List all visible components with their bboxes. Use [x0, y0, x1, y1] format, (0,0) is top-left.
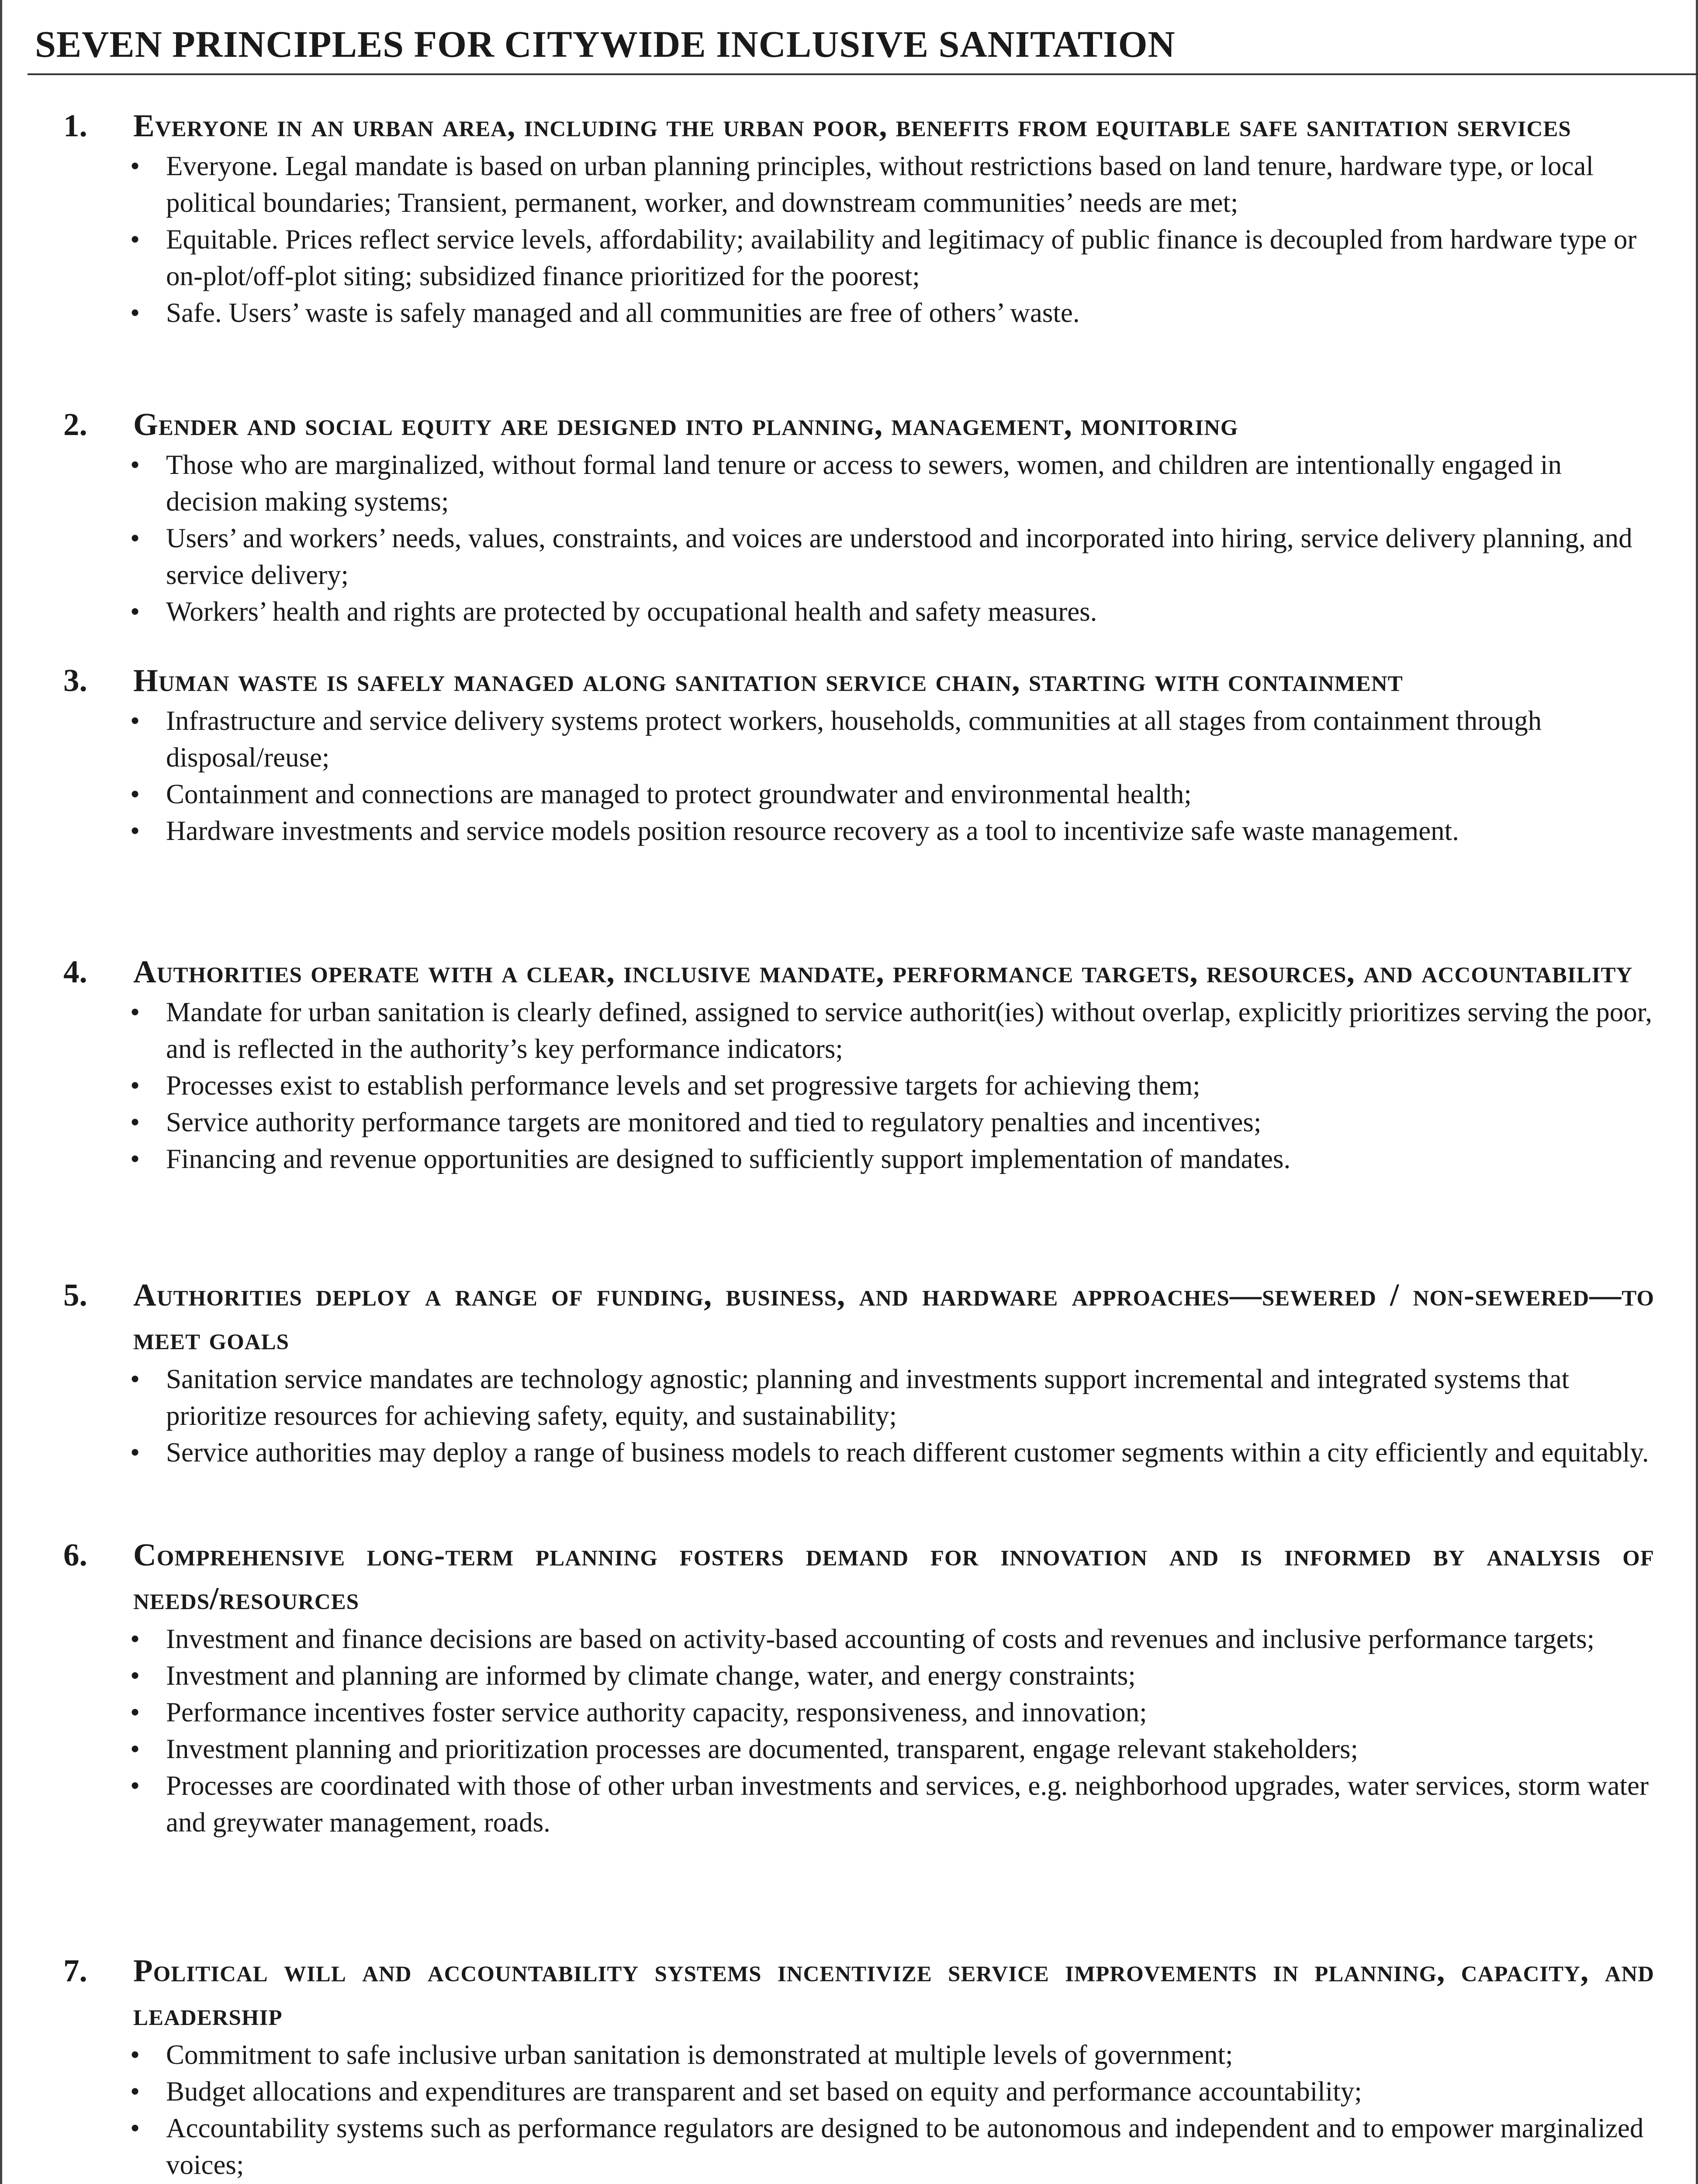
principle-6: [63, 1533, 1654, 1841]
principle-number: 1.: [63, 108, 87, 143]
principle-number: 5.: [63, 1277, 87, 1313]
principle-bullet-list: [63, 1621, 1654, 1841]
principle-bullet-list: [63, 994, 1654, 1177]
bullet-item: • Commitment to safe inclusive urban sanitation is demonstrated at multiple levels of government;: [166, 2036, 1654, 2073]
bullet-item: • Service authorities may deploy a range of business models to reach different customer segments within a city efficiently and equitably.: [166, 1434, 1654, 1471]
bullet-item: • Hardware investments and service models position resource recovery as a tool to incentivize safe waste management.: [166, 812, 1654, 849]
principle-number: 7.: [63, 1953, 87, 1988]
principle-heading: Authorities operate with a clear, inclusive mandate, performance targets, resources, and accountability: [133, 954, 1633, 989]
principle-4: [63, 950, 1654, 1177]
bullet-item: • Equitable. Prices reflect service levels, affordability; availability and legitimacy of public finance is decoupled from hardware type or on-plot/off-plot siting; subsidized finance prioritized for the poorest;: [166, 221, 1654, 294]
principle-number: 3.: [63, 663, 87, 698]
principle-heading: Everyone in an urban area, including the urban poor, benefits from equitable safe sanitation services: [133, 108, 1571, 143]
principle-number: 4.: [63, 954, 87, 989]
principle-2: [63, 403, 1654, 630]
bullet-item: • Performance incentives foster service authority capacity, responsiveness, and innovation;: [166, 1694, 1654, 1731]
principle-number: 2.: [63, 407, 87, 442]
bullet-item: • Everyone. Legal mandate is based on urban planning principles, without restrictions based on land tenure, hardware type, or local political boundaries; Transient, permanent, worker, and downstream communities’ needs are met;: [166, 148, 1654, 221]
bullet-item: • Financing and revenue opportunities are designed to sufficiently support implementation of mandates.: [166, 1140, 1654, 1177]
principle-7: [63, 1949, 1654, 2184]
principle-5: [63, 1273, 1654, 1471]
bullet-item: • Mandate for urban sanitation is clearly defined, assigned to service authorit(ies) without overlap, explicitly prioritizes serving the poor, and is reflected in the authority’s key performance indicators;: [166, 994, 1654, 1067]
bullet-item: • Service authority performance targets are monitored and tied to regulatory penalties and incentives;: [166, 1104, 1654, 1140]
document-title: SEVEN PRINCIPLES FOR CITYWIDE INCLUSIVE SANITATION: [35, 23, 1176, 65]
bullet-item: • Safe. Users’ waste is safely managed and all communities are free of others’ waste.: [166, 294, 1654, 331]
bullet-item: • Investment and planning are informed by climate change, water, and energy constraints;: [166, 1657, 1654, 1694]
principle-bullet-list: [63, 702, 1654, 849]
principle-bullet-list: [63, 2036, 1654, 2184]
principle-heading: Human waste is safely managed along sanitation service chain, starting with containment: [133, 663, 1403, 698]
bullet-item: • Accountability systems such as performance regulators are designed to be autonomous and independent and to empower marginalized voices;: [166, 2110, 1654, 2183]
bullet-item: • Sanitation service mandates are technology agnostic; planning and investments support incremental and integrated systems that prioritize resources for achieving safety, equity, and sustainability;: [166, 1361, 1654, 1434]
title-divider: [28, 73, 1698, 75]
principle-bullet-list: [63, 148, 1654, 331]
bullet-item: • Users’ and workers’ needs, values, constraints, and voices are understood and incorporated into hiring, service delivery planning, and service delivery;: [166, 520, 1654, 593]
bullet-item: • Investment planning and prioritization processes are documented, transparent, engage relevant stakeholders;: [166, 1731, 1654, 1767]
principle-bullet-list: [63, 446, 1654, 630]
principle-heading: Gender and social equity are designed into planning, management, monitoring: [133, 407, 1238, 442]
principle-1: [63, 104, 1654, 331]
principle-3: [63, 659, 1654, 849]
bullet-item: • Investment and finance decisions are based on activity-based accounting of costs and revenues and inclusive performance targets;: [166, 1621, 1654, 1657]
principle-heading: Comprehensive long-term planning fosters demand for innovation and is informed by analysis of needs/resources: [133, 1537, 1654, 1616]
bullet-item: • Infrastructure and service delivery systems protect workers, households, communities at all stages from containment through disposal/reuse;: [166, 702, 1654, 776]
principle-number: 6.: [63, 1537, 87, 1572]
bullet-item: • Those who are marginalized, without formal land tenure or access to sewers, women, and children are intentionally engaged in decision making systems;: [166, 446, 1654, 520]
bullet-item: • Budget allocations and expenditures are transparent and set based on equity and performance accountability;: [166, 2073, 1654, 2110]
bullet-item: • Workers’ health and rights are protected by occupational health and safety measures.: [166, 593, 1654, 630]
bullet-item: • Processes are coordinated with those of other urban investments and services, e.g. neighborhood upgrades, water services, storm water and greywater management, roads.: [166, 1767, 1654, 1841]
principle-heading: Political will and accountability systems incentivize service improvements in planning, capacity, and leadership: [133, 1953, 1654, 2032]
principle-heading: Authorities deploy a range of funding, business, and hardware approaches—sewered / non-sewered—to meet goals: [133, 1277, 1654, 1356]
bullet-item: • Processes exist to establish performance levels and set progressive targets for achieving them;: [166, 1067, 1654, 1104]
bullet-item: • Containment and connections are managed to protect groundwater and environmental health;: [166, 776, 1654, 812]
principle-bullet-list: [63, 1361, 1654, 1471]
